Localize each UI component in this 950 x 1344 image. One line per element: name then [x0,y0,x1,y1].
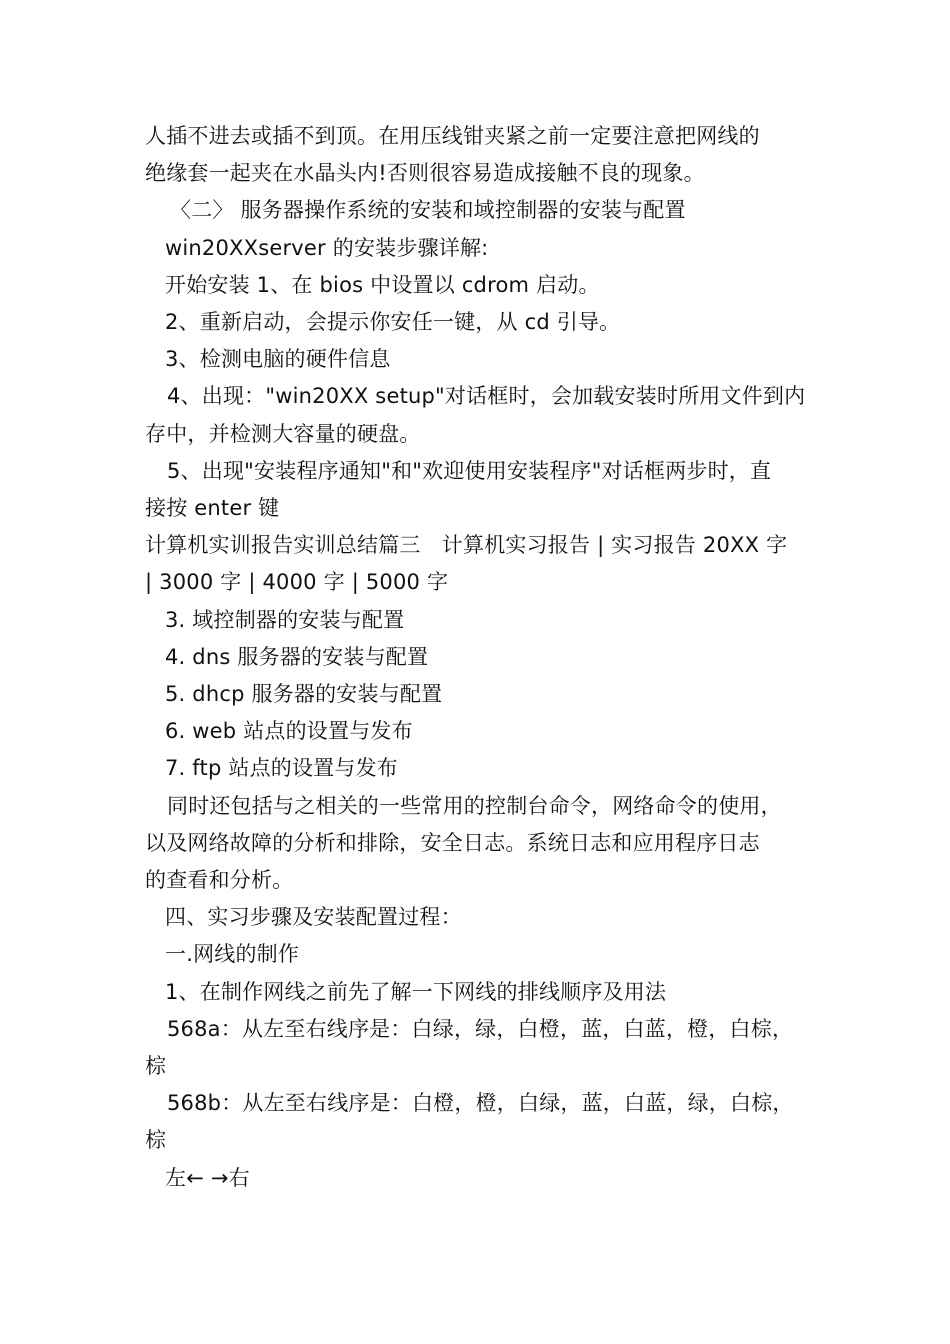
text-line: | 3000 字 | 4000 字 | 5000 字 [145,570,449,594]
list-item: 3. 域控制器的安装与配置 [165,608,405,632]
list-item: 7. ftp 站点的设置与发布 [165,756,398,780]
text-line: 568a：从左至右线序是：白绿，绿，白橙，蓝，白蓝，橙，白棕， [167,1017,794,1041]
text-line: 存中，并检测大容量的硬盘。 [145,422,421,446]
list-item: 6. web 站点的设置与发布 [165,719,413,743]
text-line: 同时还包括与之相关的一些常用的控制台命令，网络命令的使用， [167,794,782,818]
text-line: 人插不进去或插不到顶。在用压线钳夹紧之前一定要注意把网线的 [145,124,760,148]
text-line: 棕 [145,1128,167,1152]
section-heading: 四、实习步骤及安装配置过程： [165,905,462,929]
text-line: 以及网络故障的分析和排除，安全日志。系统日志和应用程序日志 [145,831,760,855]
text-line: 2、重新启动，会提示你安任一键，从 cd 引导。 [165,310,621,334]
text-line: 计算机实训报告实训总结篇三 计算机实习报告 | 实习报告 20XX 字 [145,533,788,557]
text-line: 绝缘套一起夹在水晶头内!否则很容易造成接触不良的现象。 [145,161,705,185]
text-line: 5、出现"安装程序通知"和"欢迎使用安装程序"对话框两步时，直 [167,459,772,483]
text-line: win20XXserver 的安装步骤详解: [165,236,489,260]
text-line: 的查看和分析。 [145,868,294,892]
section-heading: 〈二〉 服务器操作系统的安装和域控制器的安装与配置 [170,198,686,222]
list-item: 5. dhcp 服务器的安装与配置 [165,682,443,706]
text-line: 3、检测电脑的硬件信息 [165,347,391,371]
section-heading: 一.网线的制作 [165,942,300,966]
text-line: 左← →右 [165,1166,250,1190]
text-line: 棕 [145,1054,167,1078]
text-line: 4、出现："win20XX setup"对话框时，会加载安装时所用文件到内 [167,384,806,408]
text-line: 568b：从左至右线序是：白橙，橙，白绿，蓝，白蓝，绿，白棕， [167,1091,794,1115]
text-line: 1、在制作网线之前先了解一下网线的排线顺序及用法 [165,980,667,1004]
text-line: 接按 enter 键 [145,496,280,520]
list-item: 4. dns 服务器的安装与配置 [165,645,429,669]
text-line: 开始安装 1、在 bios 中设置以 cdrom 启动。 [165,273,600,297]
